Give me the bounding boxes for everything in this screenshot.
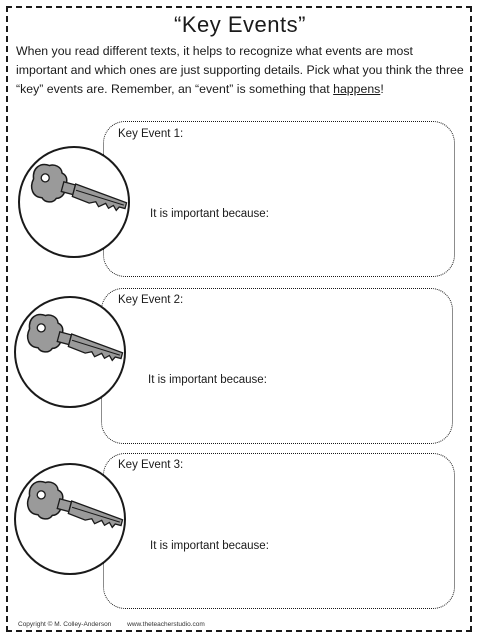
important-because-label-1: It is important because: (150, 208, 269, 220)
key-event-box-1[interactable] (103, 121, 455, 277)
key-event-box-3[interactable] (103, 453, 455, 609)
key-event-label-1: Key Event 1: (118, 128, 184, 140)
key-circle-1 (18, 146, 130, 258)
footer (18, 621, 219, 628)
intro-text-end: ! (380, 82, 384, 96)
key-event-label-2: Key Event 2: (118, 294, 184, 306)
key-icon (16, 465, 128, 577)
important-because-label-2: It is important because: (148, 374, 267, 386)
key-icon (20, 148, 132, 260)
intro-underlined-word: happens (333, 82, 381, 96)
footer-copyright: Copyright © M. Colley-Anderson (18, 621, 112, 628)
intro-text-main: When you read different texts, it helps to recognize what events are most important and which ones are just supporting details. Pick what you think the three “key” events are. Remember, an “event” is something that (16, 44, 464, 96)
key-icon (16, 298, 128, 410)
footer-website[interactable]: www.theteacherstudio.com (127, 621, 205, 628)
intro-text (16, 42, 466, 99)
key-event-box-2[interactable] (101, 288, 453, 444)
key-event-label-3: Key Event 3: (118, 459, 184, 471)
important-because-label-3: It is important because: (150, 540, 269, 552)
key-circle-3 (14, 463, 126, 575)
page-title: “Key Events” (174, 12, 306, 37)
key-circle-2 (14, 296, 126, 408)
